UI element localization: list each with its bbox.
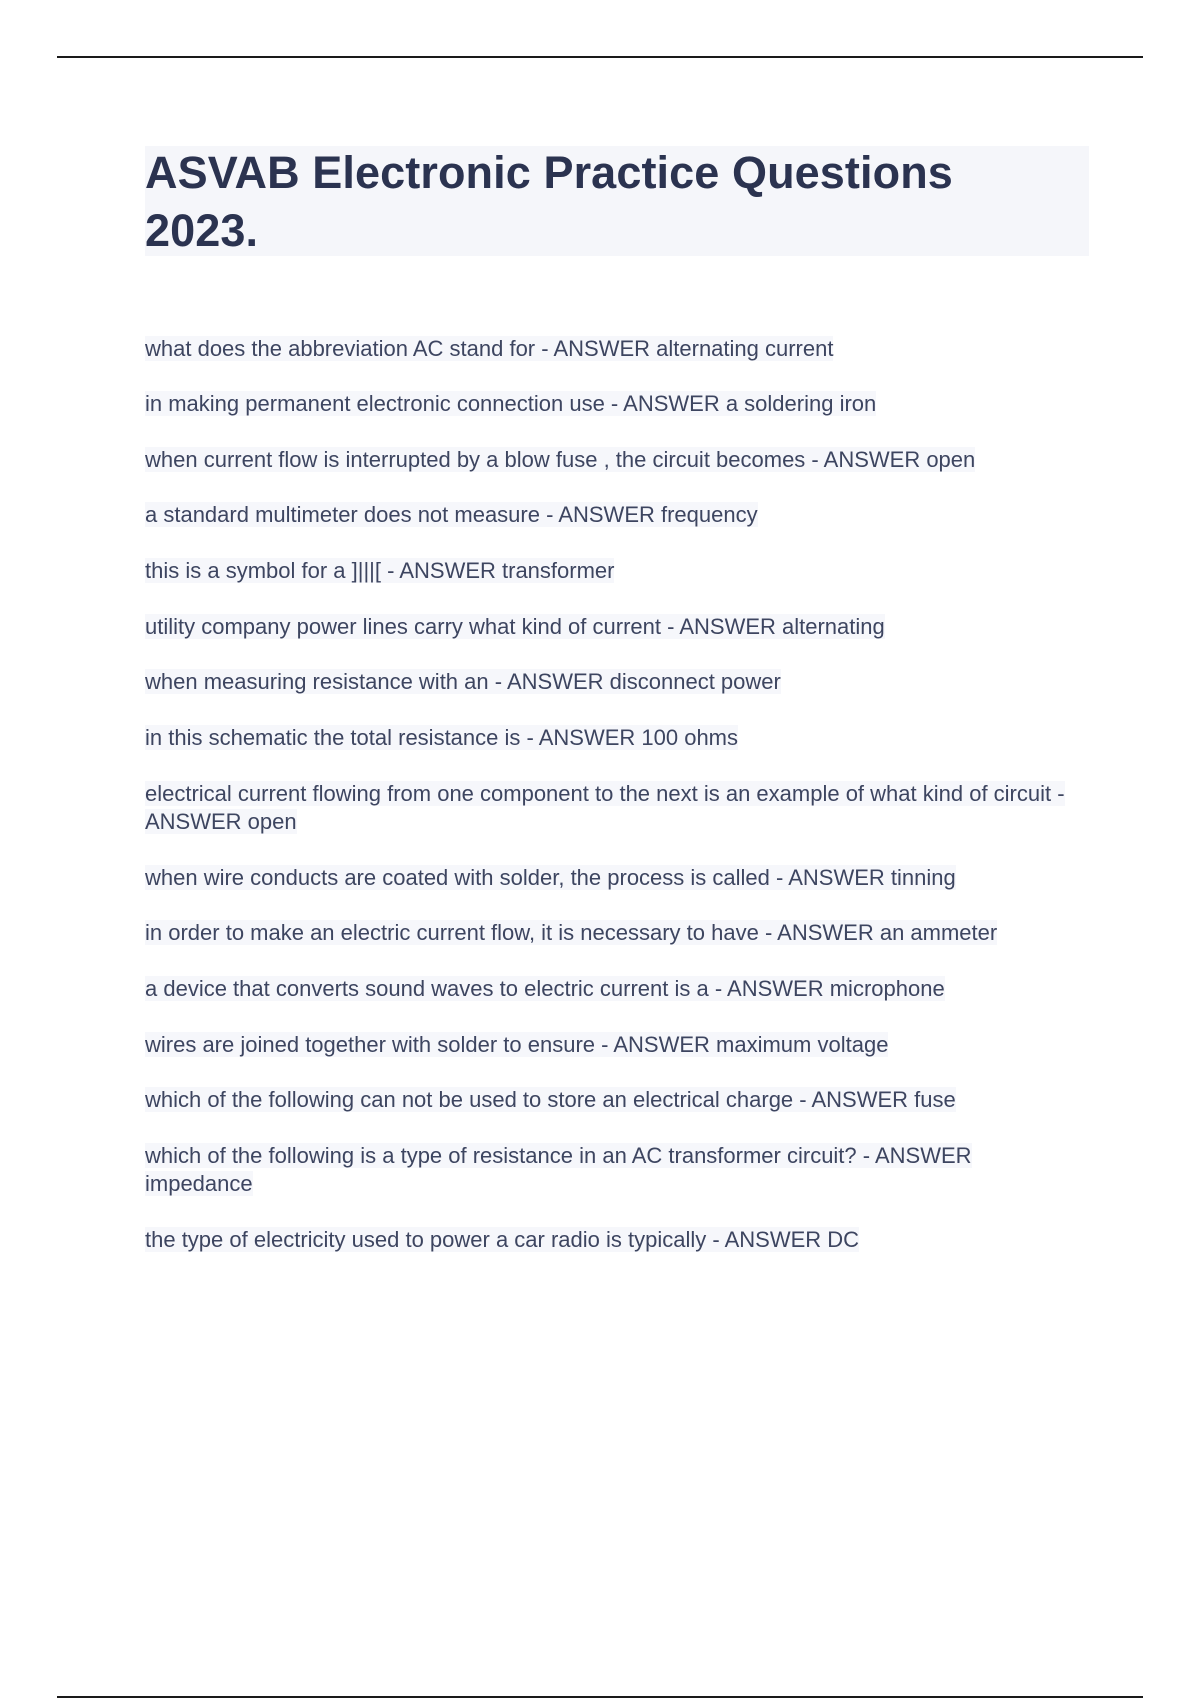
qa-item: in order to make an electric current flow, it is necessary to have - ANSWER an ammeter xyxy=(145,920,998,945)
qa-item: a device that converts sound waves to electric current is a - ANSWER microphone xyxy=(145,976,945,1001)
bottom-divider xyxy=(57,1696,1143,1698)
qa-item: in making permanent electronic connection use - ANSWER a soldering iron xyxy=(145,391,877,416)
qa-item: when measuring resistance with an - ANSWER disconnect power xyxy=(145,669,781,694)
qa-item: a standard multimeter does not measure - ANSWER frequency xyxy=(145,502,758,527)
qa-item: the type of electricity used to power a car radio is typically - ANSWER DC xyxy=(145,1227,860,1252)
qa-item: when current flow is interrupted by a blow fuse , the circuit becomes - ANSWER open xyxy=(145,447,976,472)
page-title: ASVAB Electronic Practice Questions 2023. xyxy=(145,147,953,256)
qa-item: utility company power lines carry what kind of current - ANSWER alternating xyxy=(145,614,885,639)
qa-item: wires are joined together with solder to ensure - ANSWER maximum voltage xyxy=(145,1032,889,1057)
qa-item: which of the following is a type of resistance in an AC transformer circuit? - ANSWER impedance xyxy=(145,1143,972,1196)
qa-item: when wire conducts are coated with solder, the process is called - ANSWER tinning xyxy=(145,865,956,890)
qa-item: in this schematic the total resistance is - ANSWER 100 ohms xyxy=(145,725,739,750)
qa-item: electrical current flowing from one component to the next is an example of what kind of circuit - ANSWER open xyxy=(145,781,1065,834)
qa-item: this is a symbol for a ]|||[ - ANSWER transformer xyxy=(145,558,615,583)
top-divider xyxy=(57,56,1143,58)
qa-item: which of the following can not be used to store an electrical charge - ANSWER fuse xyxy=(145,1087,956,1112)
qa-item: what does the abbreviation AC stand for - ANSWER alternating current xyxy=(145,336,834,361)
